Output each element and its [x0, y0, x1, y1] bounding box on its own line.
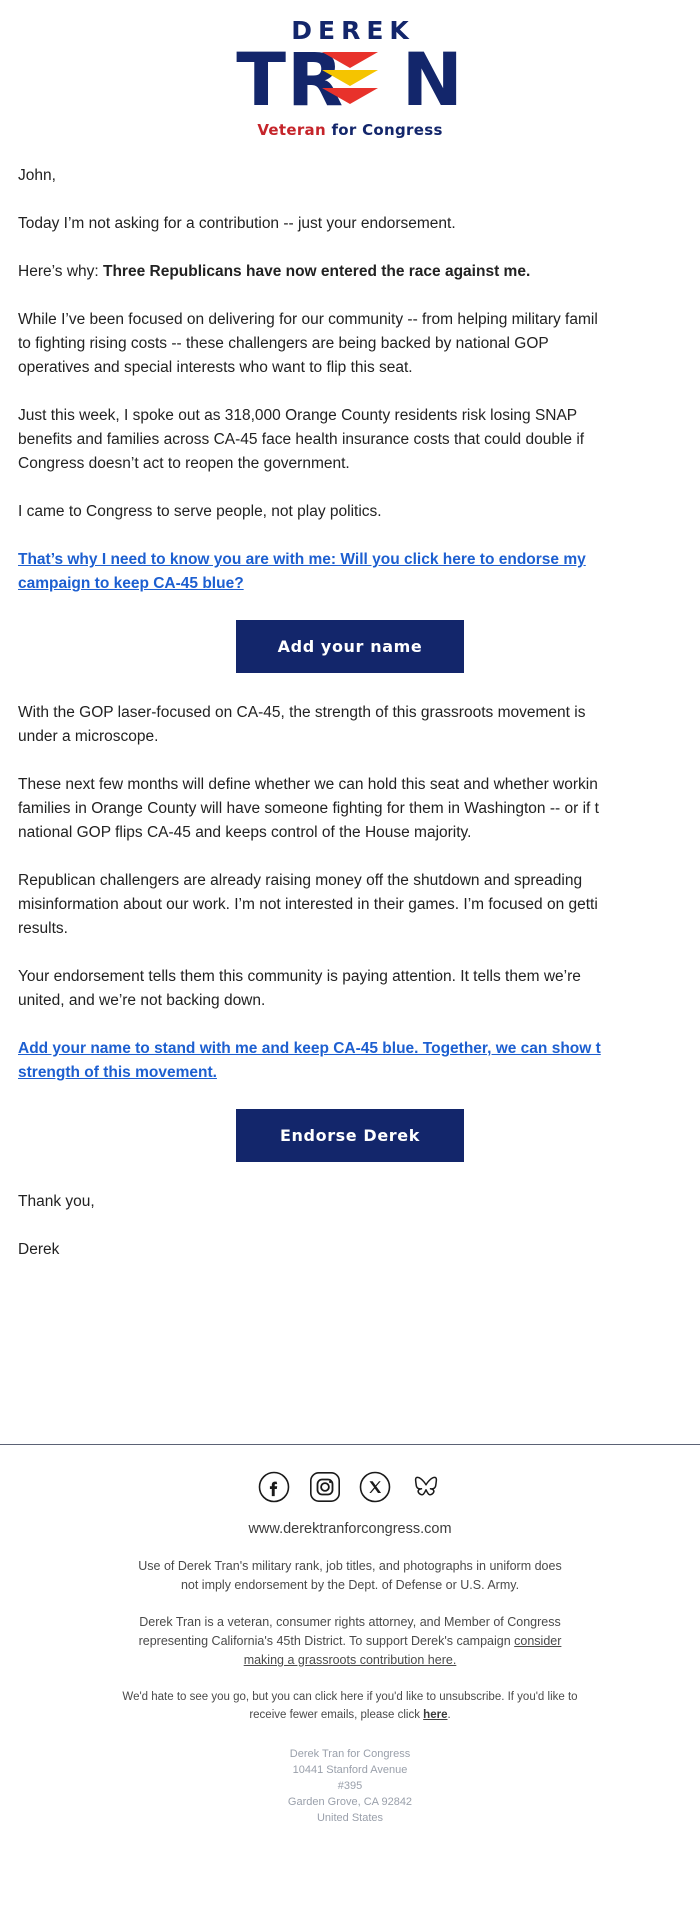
logo-block	[0, 0, 700, 150]
unsubscribe-line-2-post: .	[447, 1709, 451, 1721]
endorse-link-bottom-line-2: strength of this movement.	[18, 1064, 217, 1081]
paragraph-4-line-2: benefits and families across CA-45 face health insurance costs that could double if	[18, 431, 585, 448]
paragraph-5: I came to Congress to serve people, not play politics.	[18, 503, 382, 520]
paragraph-6-line-2: under a microscope.	[18, 728, 159, 745]
social-links	[24, 1471, 676, 1503]
military-disclaimer-line-2: not imply endorsement by the Dept. of Defense or U.S. Army.	[180, 1578, 520, 1592]
paragraph-4-line-3: Congress doesn’t act to reopen the government.	[18, 455, 350, 472]
contribution-link-part-1[interactable]: consider	[514, 1634, 562, 1648]
unsubscribe-here-link[interactable]: here	[423, 1709, 448, 1721]
endorse-derek-button-row	[18, 1109, 682, 1162]
paragraph-9-line-2: united, and we’re not backing down.	[18, 992, 266, 1009]
unsubscribe-text	[24, 1688, 676, 1724]
paragraph-8-line-1: Republican challengers are already raising money off the shutdown and spreading	[18, 872, 583, 889]
logo-tagline-rest: for Congress	[325, 121, 443, 139]
facebook-icon[interactable]	[258, 1471, 290, 1503]
paragraph-7-line-2: families in Orange County will have someone fighting for them in Washington -- or if t	[18, 800, 599, 817]
endorse-derek-button[interactable]: Endorse Derek	[236, 1109, 464, 1162]
logo-tran-right: N	[401, 38, 464, 123]
about-candidate-line-2: representing California's 45th District. To support Derek's campaign	[138, 1634, 515, 1648]
paragraph-2	[18, 260, 682, 284]
paragraph-3	[18, 308, 682, 380]
paragraph-7-line-3: national GOP flips CA-45 and keeps control of the House majority.	[18, 824, 472, 841]
paragraph-3-line-3: operatives and special interests who want to flip this seat.	[18, 359, 413, 376]
address-line-5: United States	[316, 1812, 384, 1824]
paragraph-3-line-2: to fighting rising costs -- these challengers are being backed by national GOP	[18, 335, 549, 352]
paragraph-8-line-2: misinformation about our work. I’m not interested in their games. I’m focused on getti	[18, 896, 598, 913]
address-line-2: 10441 Stanford Avenue	[292, 1764, 408, 1776]
about-candidate	[24, 1613, 676, 1670]
email-footer	[0, 1444, 700, 1856]
address-line-3: #395	[337, 1780, 363, 1792]
paragraph-8-line-3: results.	[18, 920, 68, 937]
paragraph-1: Today I’m not asking for a contribution -- just your endorsement.	[18, 215, 456, 232]
logo-name-tran	[236, 38, 464, 123]
military-disclaimer-line-1: Use of Derek Tran's military rank, job titles, and photographs in uniform does	[138, 1559, 562, 1573]
military-disclaimer	[24, 1557, 676, 1595]
chevron-mark-icon	[322, 50, 378, 112]
paragraph-3-line-1: While I’ve been focused on delivering for our community -- from helping military famil	[18, 311, 598, 328]
logo-tran-left: TR	[236, 38, 345, 123]
instagram-icon[interactable]	[309, 1471, 341, 1503]
campaign-logo	[236, 18, 464, 138]
signature: Derek	[18, 1241, 60, 1258]
paragraph-6	[18, 701, 682, 749]
contribution-link-part-2[interactable]: making a grassroots contribution here.	[243, 1653, 457, 1667]
paragraph-2-lead: Here’s why:	[18, 263, 103, 280]
paragraph-8	[18, 869, 682, 941]
endorse-link-top-line-1: That’s why I need to know you are with me: Will you click here to endorse my	[18, 551, 586, 568]
greeting: John,	[18, 167, 56, 184]
email-body	[0, 150, 700, 1262]
paragraph-6-line-1: With the GOP laser-focused on CA-45, the strength of this grassroots movement is	[18, 704, 586, 721]
paragraph-9-line-1: Your endorsement tells them this community is paying attention. It tells them we’re	[18, 968, 581, 985]
bottom-spacer	[0, 1286, 700, 1436]
endorse-link-bottom-line-1: Add your name to stand with me and keep CA-45 blue. Together, we can show t	[18, 1040, 601, 1057]
unsubscribe-line-1: We'd hate to see you go, but you can click here if you'd like to unsubscribe. If you'd like to	[122, 1691, 578, 1703]
website-url[interactable]: www.derektranforcongress.com	[248, 1521, 452, 1537]
logo-tagline-veteran: Veteran	[257, 121, 326, 139]
address-line-4: Garden Grove, CA 92842	[287, 1796, 413, 1808]
endorse-link-bottom[interactable]	[18, 1037, 682, 1085]
logo-name-derek: DEREK	[291, 16, 415, 45]
x-twitter-icon[interactable]	[359, 1471, 391, 1503]
paragraph-7	[18, 773, 682, 845]
signoff: Thank you,	[18, 1193, 95, 1210]
logo-tagline	[236, 123, 464, 138]
endorse-link-top[interactable]	[18, 548, 682, 596]
add-your-name-button[interactable]: Add your name	[236, 620, 464, 673]
paragraph-4-line-1: Just this week, I spoke out as 318,000 Orange County residents risk losing SNAP	[18, 407, 578, 424]
paragraph-9	[18, 965, 682, 1013]
paragraph-2-bold: Three Republicans have now entered the race against me.	[103, 263, 531, 280]
unsubscribe-line-2-pre: receive fewer emails, please click	[249, 1709, 424, 1721]
bluesky-icon[interactable]	[410, 1471, 442, 1503]
mailing-address	[24, 1746, 676, 1826]
address-line-1: Derek Tran for Congress	[289, 1748, 411, 1760]
about-candidate-line-1: Derek Tran is a veteran, consumer rights attorney, and Member of Congress	[139, 1615, 561, 1629]
paragraph-4	[18, 404, 682, 476]
endorse-link-top-line-2: campaign to keep CA-45 blue?	[18, 575, 244, 592]
paragraph-7-line-1: These next few months will define whether we can hold this seat and whether workin	[18, 776, 598, 793]
add-your-name-button-row	[18, 620, 682, 673]
